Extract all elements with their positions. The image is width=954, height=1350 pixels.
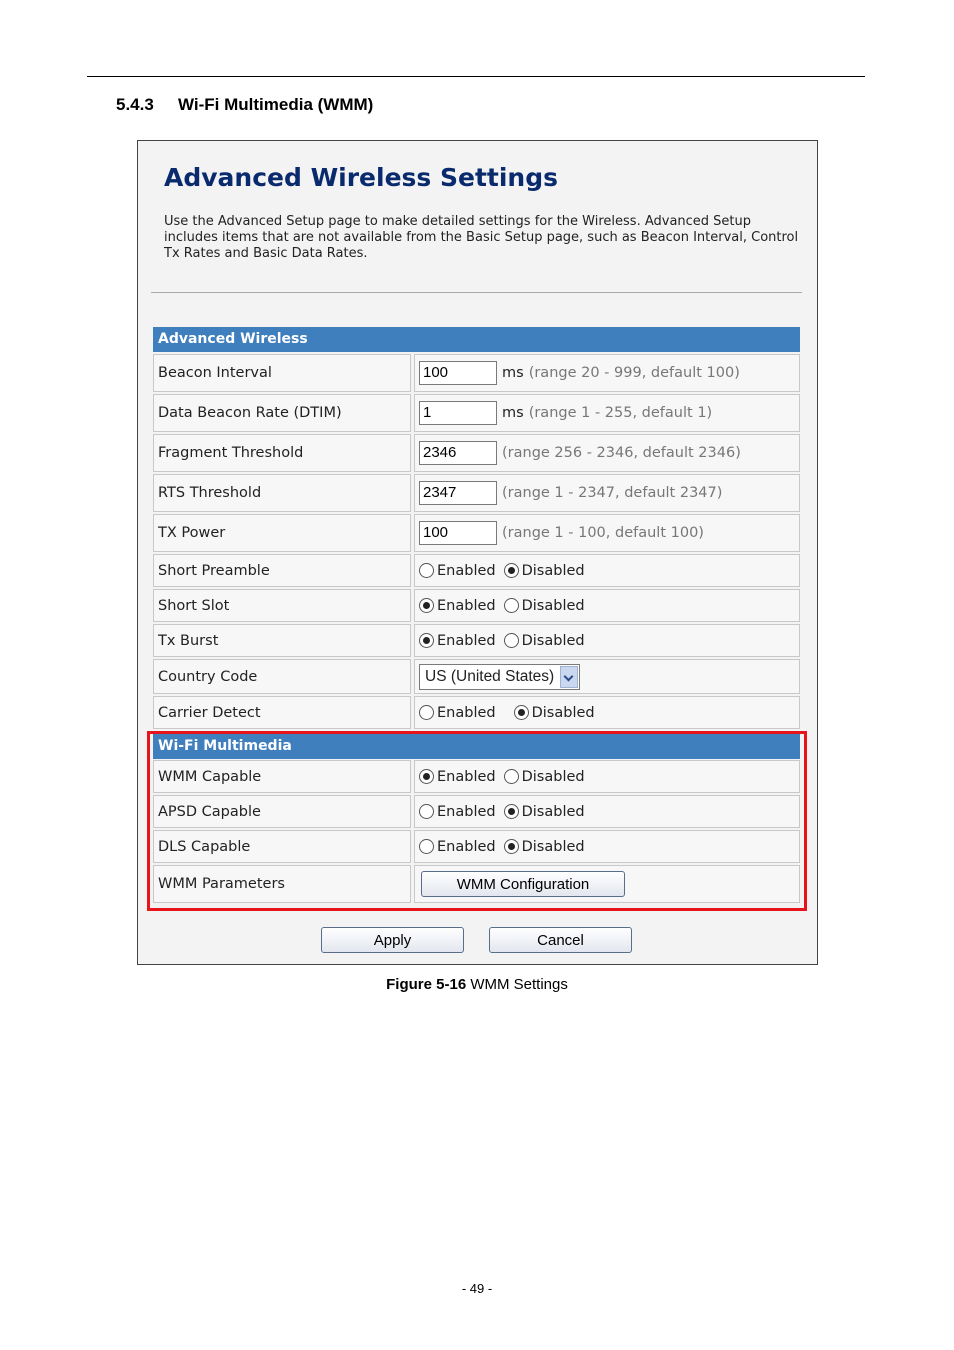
carrier-detect-enabled-radio[interactable]: [419, 705, 434, 720]
short-slot-cell: [414, 589, 800, 622]
carrier-detect-disabled-option[interactable]: [514, 705, 595, 721]
country-code-select[interactable]: [419, 664, 580, 690]
carrier-detect-enabled-text: Enabled: [437, 704, 496, 721]
short-slot-enabled-option[interactable]: [419, 598, 496, 614]
short-preamble-row: [153, 554, 800, 587]
advanced-wireless-header: Advanced Wireless: [153, 327, 800, 352]
tx-burst-row: [153, 624, 800, 657]
fragment-threshold-cell: [414, 434, 800, 472]
dtim-row: [153, 394, 800, 432]
short-preamble-enabled-radio[interactable]: [419, 563, 434, 578]
figure-caption: [0, 976, 954, 993]
tx-power-input[interactable]: 100: [419, 521, 497, 545]
short-slot-row: [153, 589, 800, 622]
country-code-value: US (United States): [425, 667, 555, 685]
panel-divider: [151, 292, 802, 293]
wmm-capable-enabled-text: Enabled: [437, 768, 496, 785]
chevron-down-icon[interactable]: [560, 666, 578, 688]
carrier-detect-row: [153, 696, 800, 729]
carrier-detect-disabled-radio[interactable]: [514, 705, 529, 720]
tx-burst-disabled-radio[interactable]: [504, 633, 519, 648]
apsd-capable-enabled-text: Enabled: [437, 803, 496, 820]
rts-threshold-cell: [414, 474, 800, 512]
dls-capable-enabled-text: Enabled: [437, 838, 496, 855]
cancel-button[interactable]: Cancel: [489, 927, 632, 953]
dls-capable-label: DLS Capable: [153, 830, 411, 863]
router-settings-screenshot: [137, 140, 818, 965]
wmm-highlight-box: [147, 731, 807, 911]
tx-burst-disabled-text: Disabled: [521, 632, 585, 649]
apsd-capable-disabled-text: Disabled: [521, 803, 585, 820]
tx-burst-enabled-text: Enabled: [437, 632, 496, 649]
dtim-cell: [414, 394, 800, 432]
short-preamble-label: Short Preamble: [153, 554, 411, 587]
beacon-interval-input[interactable]: 100: [419, 361, 497, 385]
wmm-parameters-label: WMM Parameters: [153, 865, 411, 903]
wifi-multimedia-header: Wi-Fi Multimedia: [153, 734, 800, 759]
tx-burst-cell: [414, 624, 800, 657]
wmm-capable-label: WMM Capable: [153, 760, 411, 793]
section-heading: [116, 95, 373, 115]
beacon-interval-row: [153, 354, 800, 392]
dtim-hint: (range 1 - 255, default 1): [528, 405, 713, 421]
beacon-interval-label: Beacon Interval: [153, 354, 411, 392]
rts-threshold-hint: (range 1 - 2347, default 2347): [502, 485, 723, 501]
beacon-interval-hint: (range 20 - 999, default 100): [528, 365, 740, 381]
dtim-input[interactable]: 1: [419, 401, 497, 425]
fragment-threshold-row: [153, 434, 800, 472]
short-preamble-enabled-option[interactable]: [419, 563, 496, 579]
carrier-detect-enabled-option[interactable]: [419, 705, 496, 721]
page-number: - 49 -: [461, 1281, 493, 1296]
short-slot-disabled-radio[interactable]: [504, 598, 519, 613]
country-code-cell: [414, 659, 800, 694]
section-title: Wi-Fi Multimedia (WMM): [178, 95, 374, 114]
carrier-detect-label: Carrier Detect: [153, 696, 411, 729]
tx-burst-enabled-radio[interactable]: [419, 633, 434, 648]
wmm-configuration-button[interactable]: WMM Configuration: [421, 871, 625, 897]
tx-power-cell: [414, 514, 800, 552]
rts-threshold-row: [153, 474, 800, 512]
tx-power-label: TX Power: [153, 514, 411, 552]
top-rule: [87, 76, 865, 77]
rts-threshold-input[interactable]: 2347: [419, 481, 497, 505]
tx-burst-label: Tx Burst: [153, 624, 411, 657]
short-preamble-enabled-text: Enabled: [437, 562, 496, 579]
figure-number: Figure 5-16: [386, 976, 467, 993]
short-slot-enabled-radio[interactable]: [419, 598, 434, 613]
fragment-threshold-input[interactable]: 2346: [419, 441, 497, 465]
short-preamble-disabled-text: Disabled: [521, 562, 585, 579]
short-slot-enabled-text: Enabled: [437, 597, 496, 614]
tx-burst-enabled-option[interactable]: [419, 633, 496, 649]
dtim-label: Data Beacon Rate (DTIM): [153, 394, 411, 432]
fragment-threshold-label: Fragment Threshold: [153, 434, 411, 472]
beacon-interval-cell: [414, 354, 800, 392]
wmm-capable-disabled-text: Disabled: [521, 768, 585, 785]
carrier-detect-disabled-text: Disabled: [531, 704, 595, 721]
short-preamble-disabled-option[interactable]: [504, 563, 585, 579]
short-preamble-disabled-radio[interactable]: [504, 563, 519, 578]
short-slot-disabled-option[interactable]: [504, 598, 585, 614]
panel-description: Use the Advanced Setup page to make detailed settings for the Wireless. Advanced Setup includes items that are not available from the Basic Setup page, such as Beacon Interval, Control Tx Rates and Basic Data Rates.: [164, 214, 799, 261]
panel-title: Advanced Wireless Settings: [164, 163, 559, 192]
dls-capable-disabled-text: Disabled: [521, 838, 585, 855]
fragment-threshold-hint: (range 256 - 2346, default 2346): [502, 445, 741, 461]
apply-button[interactable]: Apply: [321, 927, 464, 953]
figure-text: WMM Settings: [470, 976, 568, 993]
short-slot-disabled-text: Disabled: [521, 597, 585, 614]
apsd-capable-label: APSD Capable: [153, 795, 411, 828]
beacon-interval-unit: ms: [502, 365, 524, 381]
tx-power-hint: (range 1 - 100, default 100): [502, 525, 704, 541]
section-number: 5.4.3: [116, 95, 154, 114]
tx-burst-disabled-option[interactable]: [504, 633, 585, 649]
country-code-label: Country Code: [153, 659, 411, 694]
short-slot-label: Short Slot: [153, 589, 411, 622]
short-preamble-cell: [414, 554, 800, 587]
rts-threshold-label: RTS Threshold: [153, 474, 411, 512]
tx-power-row: [153, 514, 800, 552]
carrier-detect-cell: [414, 696, 800, 729]
dtim-unit: ms: [502, 405, 524, 421]
country-code-row: [153, 659, 800, 694]
